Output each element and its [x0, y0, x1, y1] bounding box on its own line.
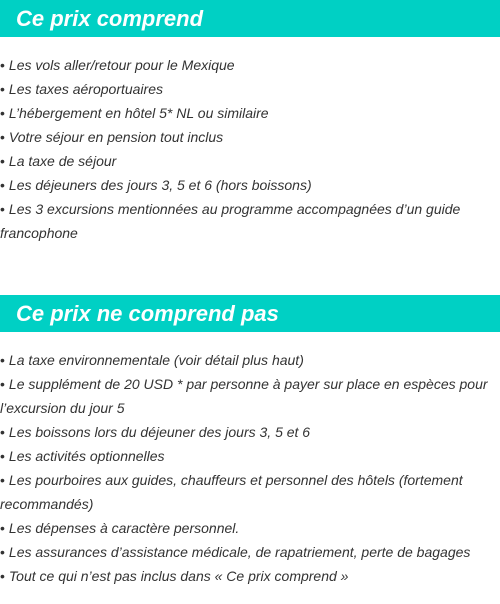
- bullet-icon: •: [0, 424, 5, 440]
- bullet-icon: •: [0, 177, 5, 193]
- bullet-icon: •: [0, 376, 5, 392]
- bullet-icon: •: [0, 201, 5, 217]
- list-item: [0, 125, 495, 149]
- bullet-icon: •: [0, 544, 5, 560]
- list-item-text: Votre séjour en pension tout inclus: [8, 129, 224, 145]
- list-item-text: Les taxes aéroportuaires: [8, 81, 163, 97]
- list-item-text: Les boissons lors du déjeuner des jours 3, 5 et 6: [8, 424, 311, 440]
- list-item: [0, 77, 495, 101]
- bullet-icon: •: [0, 153, 5, 169]
- bullet-icon: •: [0, 129, 5, 145]
- list-item-text: Les dépenses à caractère personnel.: [8, 520, 240, 536]
- bullet-icon: •: [0, 568, 5, 584]
- bullet-icon: •: [0, 448, 5, 464]
- list-item-text: Les assurances d’assistance médicale, de rapatriement, perte de bagages: [8, 544, 471, 560]
- list-item: [0, 53, 495, 77]
- list-item: [0, 149, 495, 173]
- list-item: [0, 444, 495, 468]
- list-item: [0, 101, 495, 125]
- list-item-text: Les 3 excursions mentionnées au programme accompagnées d’un guide francophone: [0, 201, 461, 241]
- list-item: [0, 564, 495, 588]
- bullet-icon: •: [0, 105, 5, 121]
- includes-heading: Ce prix comprend: [0, 0, 500, 37]
- list-item-text: La taxe environnementale (voir détail plus haut): [8, 352, 304, 368]
- bullet-icon: •: [0, 472, 5, 488]
- list-item-text: La taxe de séjour: [8, 153, 117, 169]
- bullet-icon: •: [0, 520, 5, 536]
- list-item: [0, 197, 495, 245]
- excludes-list: [0, 348, 495, 588]
- bullet-icon: •: [0, 352, 5, 368]
- list-item-text: Le supplément de 20 USD * par personne à payer sur place en espèces pour l’excursion du jour 5: [0, 376, 488, 416]
- list-item-text: L’hébergement en hôtel 5* NL ou similaire: [8, 105, 269, 121]
- list-item: [0, 468, 495, 516]
- list-item-text: Les vols aller/retour pour le Mexique: [8, 57, 235, 73]
- list-item: [0, 420, 495, 444]
- list-item: [0, 372, 495, 420]
- list-item-text: Tout ce qui n’est pas inclus dans « Ce prix comprend »: [8, 568, 349, 584]
- list-item-text: Les activités optionnelles: [8, 448, 165, 464]
- list-item: [0, 173, 495, 197]
- list-item-text: Les déjeuners des jours 3, 5 et 6 (hors boissons): [8, 177, 312, 193]
- excludes-heading: Ce prix ne comprend pas: [0, 295, 500, 332]
- bullet-icon: •: [0, 81, 5, 97]
- list-item: [0, 540, 495, 564]
- list-item: [0, 348, 495, 372]
- includes-list: [0, 53, 495, 245]
- bullet-icon: •: [0, 57, 5, 73]
- list-item: [0, 516, 495, 540]
- list-item-text: Les pourboires aux guides, chauffeurs et personnel des hôtels (fortement recommandés): [0, 472, 463, 512]
